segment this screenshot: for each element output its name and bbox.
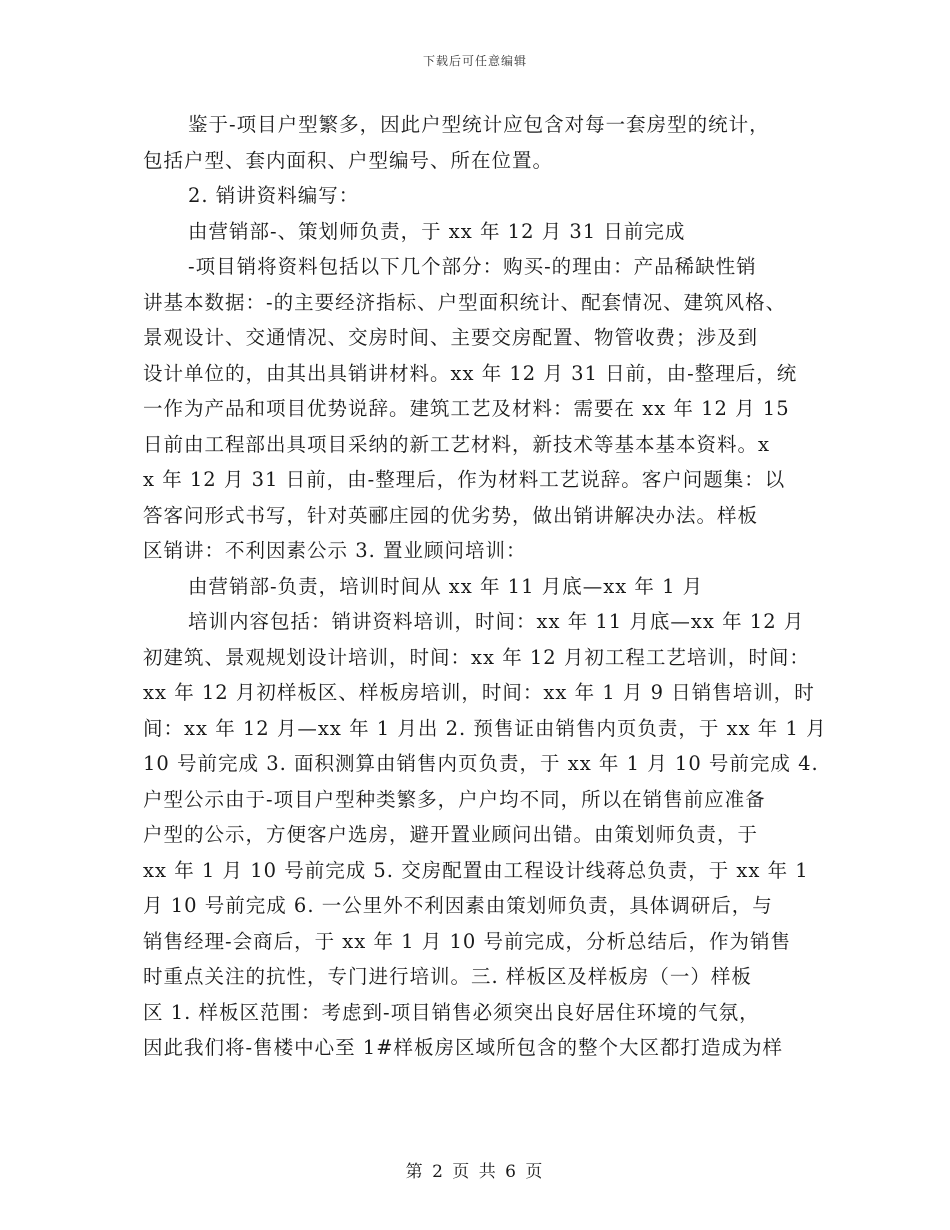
paragraph-line: 一作为产品和项目优势说辞。建筑工艺及材料：需要在 xx 年 12 月 15 (143, 397, 790, 420)
section-heading: 2. 销讲资料编写： (188, 184, 360, 207)
paragraph-line: 由营销部-负责，培训时间从 xx 年 11 月底—xx 年 1 月 (188, 574, 704, 598)
paragraph-line: 月 10 号前完成 6. 一公里外不利因素由策划师负责，具体调研后，与 (143, 894, 773, 917)
paragraph-line: 景观设计、交通情况、交房时间、主要交房配置、物管收费；涉及到 (143, 326, 759, 349)
paragraph-line: 设计单位的，由其出具销讲材料。xx 年 12 月 31 日前，由-整理后，统 (143, 361, 798, 385)
paragraph-line: 时重点关注的抗性，专门进行培训。三. 样板区及样板房（一）样板 (143, 965, 752, 988)
paragraph-line: xx 年 12 月初样板区、样板房培训，时间：xx 年 1 月 9 日销售培训，时 (143, 681, 815, 704)
paragraph-line: 由营销部-、策划师负责，于 xx 年 12 月 31 日前完成 (188, 219, 686, 243)
paragraph-line: 包括户型、套内面积、户型编号、所在位置。 (143, 148, 554, 172)
paragraph-line: 10 号前完成 3. 面积测算由销售内页负责，于 xx 年 1 月 10 号前完成 4. (143, 752, 819, 775)
paragraph-line: 间：xx 年 12 月—xx 年 1 月出 2. 预售证由销售内页负责，于 xx 年 1 月 (143, 716, 827, 740)
paragraph-line: 户型公示由于-项目户型种类繁多，户户均不同，所以在销售前应准备 (143, 787, 766, 811)
paragraph-line: 区销讲：不利因素公示 3. 置业顾问培训： (143, 539, 527, 562)
paragraph-line: xx 年 1 月 10 号前完成 5. 交房配置由工程设计线蒋总负责，于 xx 年 1 (143, 858, 809, 882)
paragraph-line: x 年 12 月 31 日前，由-整理后，作为材料工艺说辞。客户问题集：以 (143, 468, 786, 491)
paragraph-line: 户型的公示，方便客户选房，避开置业顾问出错。由策划师负责，于 (143, 823, 759, 846)
page-header: 下载后可任意编辑 (422, 54, 527, 68)
paragraph-line: 鉴于-项目户型繁多，因此户型统计应包含对每一套房型的统计， (188, 113, 770, 136)
page-number-footer: 第 2 页 共 6 页 (405, 1162, 545, 1182)
paragraph-line: 销售经理-会商后，于 xx 年 1 月 10 号前完成，分析总结后，作为销售 (143, 929, 791, 953)
paragraph-line: 因此我们将-售楼中心至 1#样板房区域所包含的整个大区都打造成为样 (143, 1036, 784, 1059)
document-body (143, 107, 827, 1066)
paragraph-line: 培训内容包括：销讲资料培训，时间：xx 年 11 月底—xx 年 12 月 (188, 610, 805, 633)
paragraph-line: 讲基本数据：-的主要经济指标、户型面积统计、配套情况、建筑风格、 (143, 290, 787, 314)
paragraph-line: 答客问形式书写，针对英郦庄园的优劣势，做出销讲解决办法。样板 (143, 503, 759, 527)
paragraph-line: 日前由工程部出具项目采纳的新工艺材料，新技术等基本基本资料。x (143, 432, 770, 456)
paragraph-line: 初建筑、景观规划设计培训，时间：xx 年 12 月初工程工艺培训，时间： (143, 645, 810, 669)
paragraph-line: 区 1. 样板区范围：考虑到-项目销售必须突出良好居住环境的气氛， (143, 1000, 760, 1024)
paragraph-line: -项目销将资料包括以下几个部分：购买-的理由：产品稀缺性销 (188, 255, 757, 278)
